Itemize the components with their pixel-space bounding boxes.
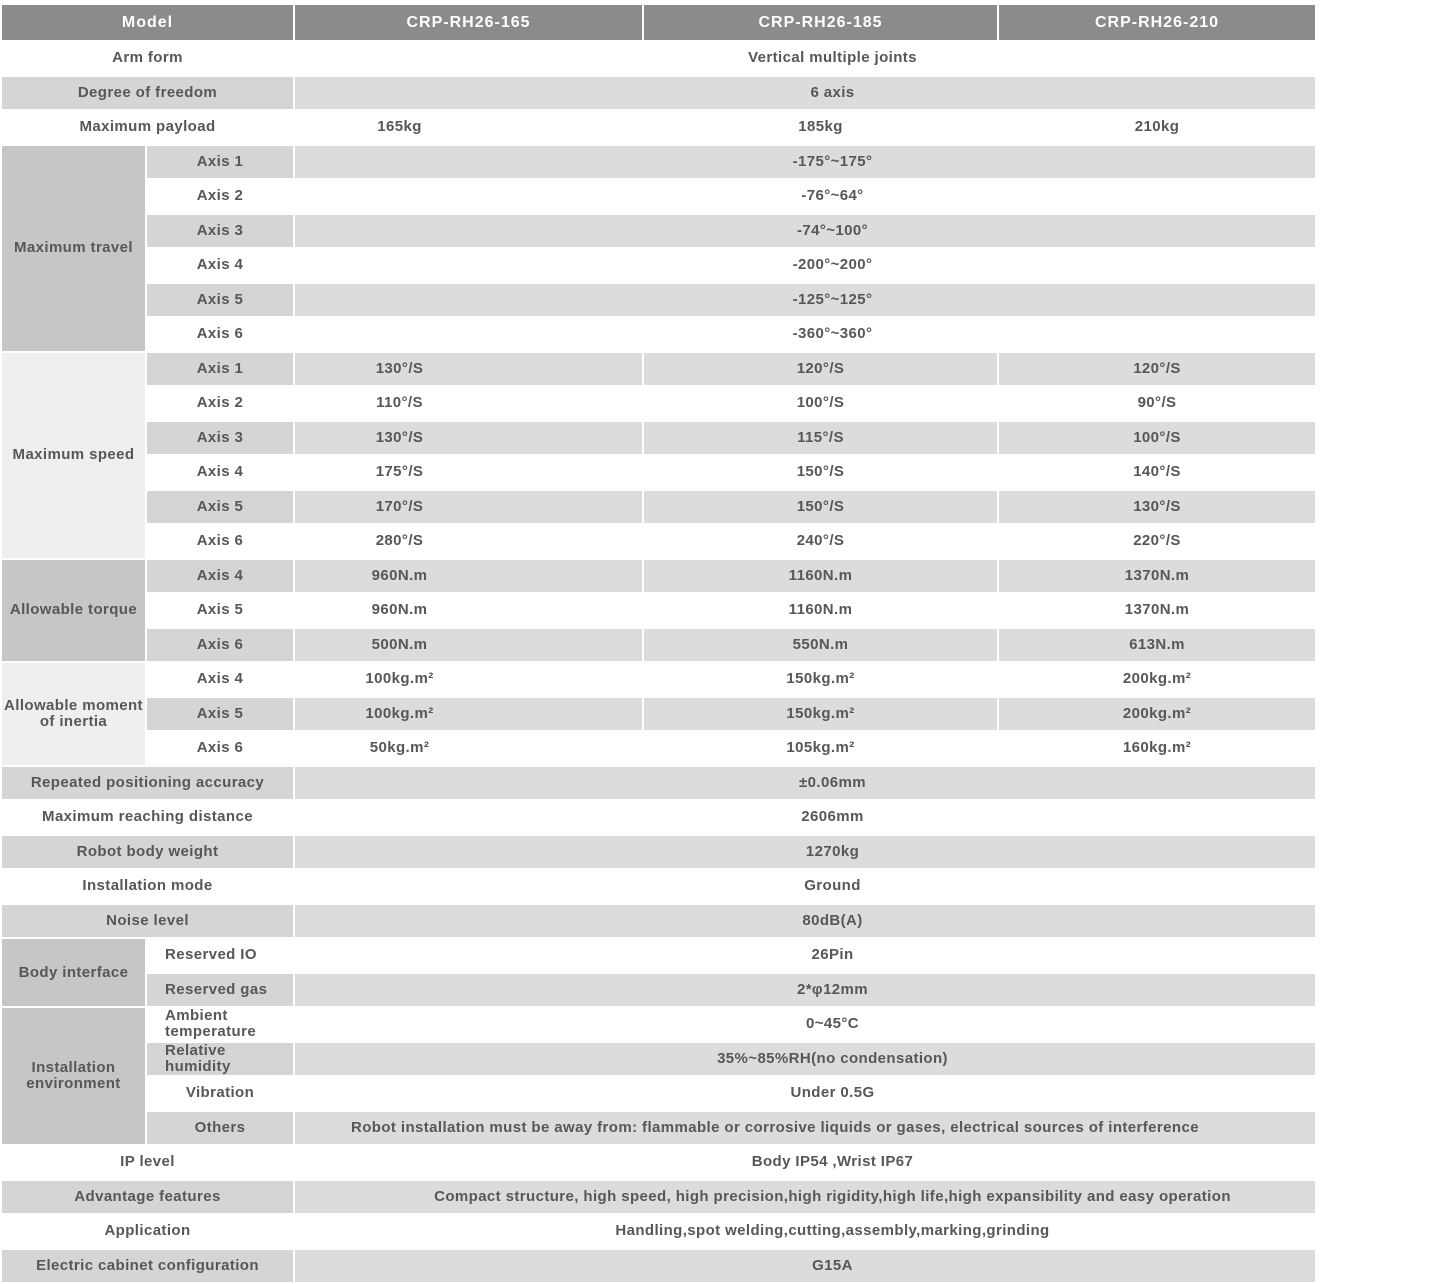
spec-label-payload: Maximum payload xyxy=(1,110,294,145)
axis-label: Axis 5 xyxy=(146,697,294,732)
inertia-value-185: 150kg.m² xyxy=(643,662,998,697)
row-torque-axis6 xyxy=(1,628,1316,663)
torque-value-165: 960N.m xyxy=(294,559,643,594)
spec-label-noise: Noise level xyxy=(1,904,294,939)
row-inertia-axis4 xyxy=(1,662,1316,697)
axis-label: Axis 6 xyxy=(146,628,294,663)
spec-value-installation-mode: Ground xyxy=(294,869,1316,904)
row-travel-axis4 xyxy=(1,248,1316,283)
spec-value-accuracy: ±0.06mm xyxy=(294,766,1316,801)
torque-value-185: 1160N.m xyxy=(643,593,998,628)
model-column-header-165: CRP-RH26-165 xyxy=(294,4,643,41)
row-travel-axis3 xyxy=(1,214,1316,249)
spec-value-reach: 2606mm xyxy=(294,800,1316,835)
spec-label-advantage: Advantage features xyxy=(1,1180,294,1215)
row-ip-level xyxy=(1,1145,1316,1180)
row-relative-humidity xyxy=(1,1042,1316,1077)
axis-label: Axis 5 xyxy=(146,593,294,628)
row-speed-axis3 xyxy=(1,421,1316,456)
sub-label-others: Others xyxy=(146,1111,294,1146)
spec-value-reserved-gas: 2*φ12mm xyxy=(294,973,1316,1008)
axis-label: Axis 3 xyxy=(146,214,294,249)
spec-label-accuracy: Repeated positioning accuracy xyxy=(1,766,294,801)
speed-value-165: 130°/S xyxy=(294,421,643,456)
speed-value-165: 170°/S xyxy=(294,490,643,525)
inertia-value-185: 105kg.m² xyxy=(643,731,998,766)
row-arm-form xyxy=(1,41,1316,76)
speed-value-165: 110°/S xyxy=(294,386,643,421)
row-noise-level xyxy=(1,904,1316,939)
spec-value-relative-humidity: 35%~85%RH(no condensation) xyxy=(294,1042,1316,1077)
row-electric-cabinet xyxy=(1,1249,1316,1284)
payload-value-210: 210kg xyxy=(998,110,1316,145)
row-ambient-temperature xyxy=(1,1007,1316,1042)
group-label-body-interface: Body interface xyxy=(1,938,146,1007)
row-installation-mode xyxy=(1,869,1316,904)
row-maximum-payload xyxy=(1,110,1316,145)
row-speed-axis1 xyxy=(1,352,1316,387)
inertia-value-210: 160kg.m² xyxy=(998,731,1316,766)
group-label-allowable-inertia: Allowable moment of inertia xyxy=(1,662,146,766)
row-reserved-io xyxy=(1,938,1316,973)
inertia-value-210: 200kg.m² xyxy=(998,697,1316,732)
axis-label: Axis 5 xyxy=(146,490,294,525)
axis-label: Axis 6 xyxy=(146,731,294,766)
row-torque-axis4 xyxy=(1,559,1316,594)
inertia-value-210: 200kg.m² xyxy=(998,662,1316,697)
row-inertia-axis5 xyxy=(1,697,1316,732)
spec-value-arm-form: Vertical multiple joints xyxy=(294,41,1316,76)
travel-value: -175°~175° xyxy=(294,145,1316,180)
speed-value-210: 120°/S xyxy=(998,352,1316,387)
spec-label-ip: IP level xyxy=(1,1145,294,1180)
torque-value-210: 613N.m xyxy=(998,628,1316,663)
sub-label-vibration: Vibration xyxy=(146,1076,294,1111)
spec-value-dof: 6 axis xyxy=(294,76,1316,111)
axis-label: Axis 2 xyxy=(146,386,294,421)
speed-value-185: 150°/S xyxy=(643,490,998,525)
spec-value-ip: Body IP54 ,Wrist IP67 xyxy=(294,1145,1316,1180)
inertia-value-165: 50kg.m² xyxy=(294,731,643,766)
axis-label: Axis 4 xyxy=(146,248,294,283)
spec-label-weight: Robot body weight xyxy=(1,835,294,870)
travel-value: -360°~360° xyxy=(294,317,1316,352)
torque-value-165: 500N.m xyxy=(294,628,643,663)
speed-value-185: 100°/S xyxy=(643,386,998,421)
spec-label-dof: Degree of freedom xyxy=(1,76,294,111)
torque-value-210: 1370N.m xyxy=(998,559,1316,594)
spec-label-arm-form: Arm form xyxy=(1,41,294,76)
row-torque-axis5 xyxy=(1,593,1316,628)
inertia-value-165: 100kg.m² xyxy=(294,662,643,697)
row-vibration xyxy=(1,1076,1316,1111)
sub-label-reserved-io: Reserved IO xyxy=(146,938,294,973)
speed-value-185: 240°/S xyxy=(643,524,998,559)
row-speed-axis5 xyxy=(1,490,1316,525)
speed-value-210: 100°/S xyxy=(998,421,1316,456)
axis-label: Axis 4 xyxy=(146,559,294,594)
spec-value-application: Handling,spot welding,cutting,assembly,marking,grinding xyxy=(294,1214,1316,1249)
torque-value-210: 1370N.m xyxy=(998,593,1316,628)
row-travel-axis6 xyxy=(1,317,1316,352)
group-label-allowable-torque: Allowable torque xyxy=(1,559,146,663)
group-label-maximum-travel: Maximum travel xyxy=(1,145,146,352)
travel-value: -74°~100° xyxy=(294,214,1316,249)
speed-value-210: 130°/S xyxy=(998,490,1316,525)
row-degree-of-freedom xyxy=(1,76,1316,111)
spec-value-weight: 1270kg xyxy=(294,835,1316,870)
axis-label: Axis 3 xyxy=(146,421,294,456)
spec-value-ambient-temperature: 0~45°C xyxy=(294,1007,1316,1042)
row-reach xyxy=(1,800,1316,835)
row-travel-axis1 xyxy=(1,145,1316,180)
torque-value-165: 960N.m xyxy=(294,593,643,628)
torque-value-185: 1160N.m xyxy=(643,559,998,594)
row-advantage-features xyxy=(1,1180,1316,1215)
axis-label: Axis 6 xyxy=(146,317,294,352)
sub-label-relative-humidity: Relative humidity xyxy=(146,1042,294,1077)
row-application xyxy=(1,1214,1316,1249)
spec-label-installation-mode: Installation mode xyxy=(1,869,294,904)
axis-label: Axis 5 xyxy=(146,283,294,318)
sub-label-ambient-temperature: Ambient temperature xyxy=(146,1007,294,1042)
inertia-value-165: 100kg.m² xyxy=(294,697,643,732)
spec-value-others: Robot installation must be away from: flammable or corrosive liquids or gases, electrical sources of interference xyxy=(294,1111,1316,1146)
speed-value-210: 220°/S xyxy=(998,524,1316,559)
spec-value-reserved-io: 26Pin xyxy=(294,938,1316,973)
speed-value-185: 120°/S xyxy=(643,352,998,387)
model-column-header-210: CRP-RH26-210 xyxy=(998,4,1316,41)
row-accuracy xyxy=(1,766,1316,801)
axis-label: Axis 4 xyxy=(146,662,294,697)
row-speed-axis6 xyxy=(1,524,1316,559)
axis-label: Axis 6 xyxy=(146,524,294,559)
group-label-environment: Installation environment xyxy=(1,1007,146,1145)
row-speed-axis4 xyxy=(1,455,1316,490)
axis-label: Axis 1 xyxy=(146,352,294,387)
row-others xyxy=(1,1111,1316,1146)
spec-value-noise: 80dB(A) xyxy=(294,904,1316,939)
row-speed-axis2 xyxy=(1,386,1316,421)
spec-table xyxy=(0,3,1317,1284)
speed-value-185: 150°/S xyxy=(643,455,998,490)
torque-value-185: 550N.m xyxy=(643,628,998,663)
row-reserved-gas xyxy=(1,973,1316,1008)
payload-value-185: 185kg xyxy=(643,110,998,145)
row-travel-axis2 xyxy=(1,179,1316,214)
row-travel-axis5 xyxy=(1,283,1316,318)
travel-value: -76°~64° xyxy=(294,179,1316,214)
speed-value-165: 280°/S xyxy=(294,524,643,559)
model-header-cell: Model xyxy=(1,4,294,41)
sub-label-reserved-gas: Reserved gas xyxy=(146,973,294,1008)
spec-label-application: Application xyxy=(1,1214,294,1249)
inertia-value-185: 150kg.m² xyxy=(643,697,998,732)
payload-value-165: 165kg xyxy=(294,110,643,145)
travel-value: -200°~200° xyxy=(294,248,1316,283)
row-body-weight xyxy=(1,835,1316,870)
speed-value-210: 140°/S xyxy=(998,455,1316,490)
axis-label: Axis 1 xyxy=(146,145,294,180)
axis-label: Axis 4 xyxy=(146,455,294,490)
speed-value-165: 175°/S xyxy=(294,455,643,490)
group-label-maximum-speed: Maximum speed xyxy=(1,352,146,559)
speed-value-210: 90°/S xyxy=(998,386,1316,421)
speed-value-165: 130°/S xyxy=(294,352,643,387)
model-column-header-185: CRP-RH26-185 xyxy=(643,4,998,41)
spec-value-cabinet: G15A xyxy=(294,1249,1316,1284)
axis-label: Axis 2 xyxy=(146,179,294,214)
spec-value-vibration: Under 0.5G xyxy=(294,1076,1316,1111)
travel-value: -125°~125° xyxy=(294,283,1316,318)
spec-label-cabinet: Electric cabinet configuration xyxy=(1,1249,294,1284)
spec-value-advantage: Compact structure, high speed, high precision,high rigidity,high life,high expansibility and easy operation xyxy=(294,1180,1316,1215)
spec-label-reach: Maximum reaching distance xyxy=(1,800,294,835)
table-header-row xyxy=(1,4,1316,41)
speed-value-185: 115°/S xyxy=(643,421,998,456)
row-inertia-axis6 xyxy=(1,731,1316,766)
